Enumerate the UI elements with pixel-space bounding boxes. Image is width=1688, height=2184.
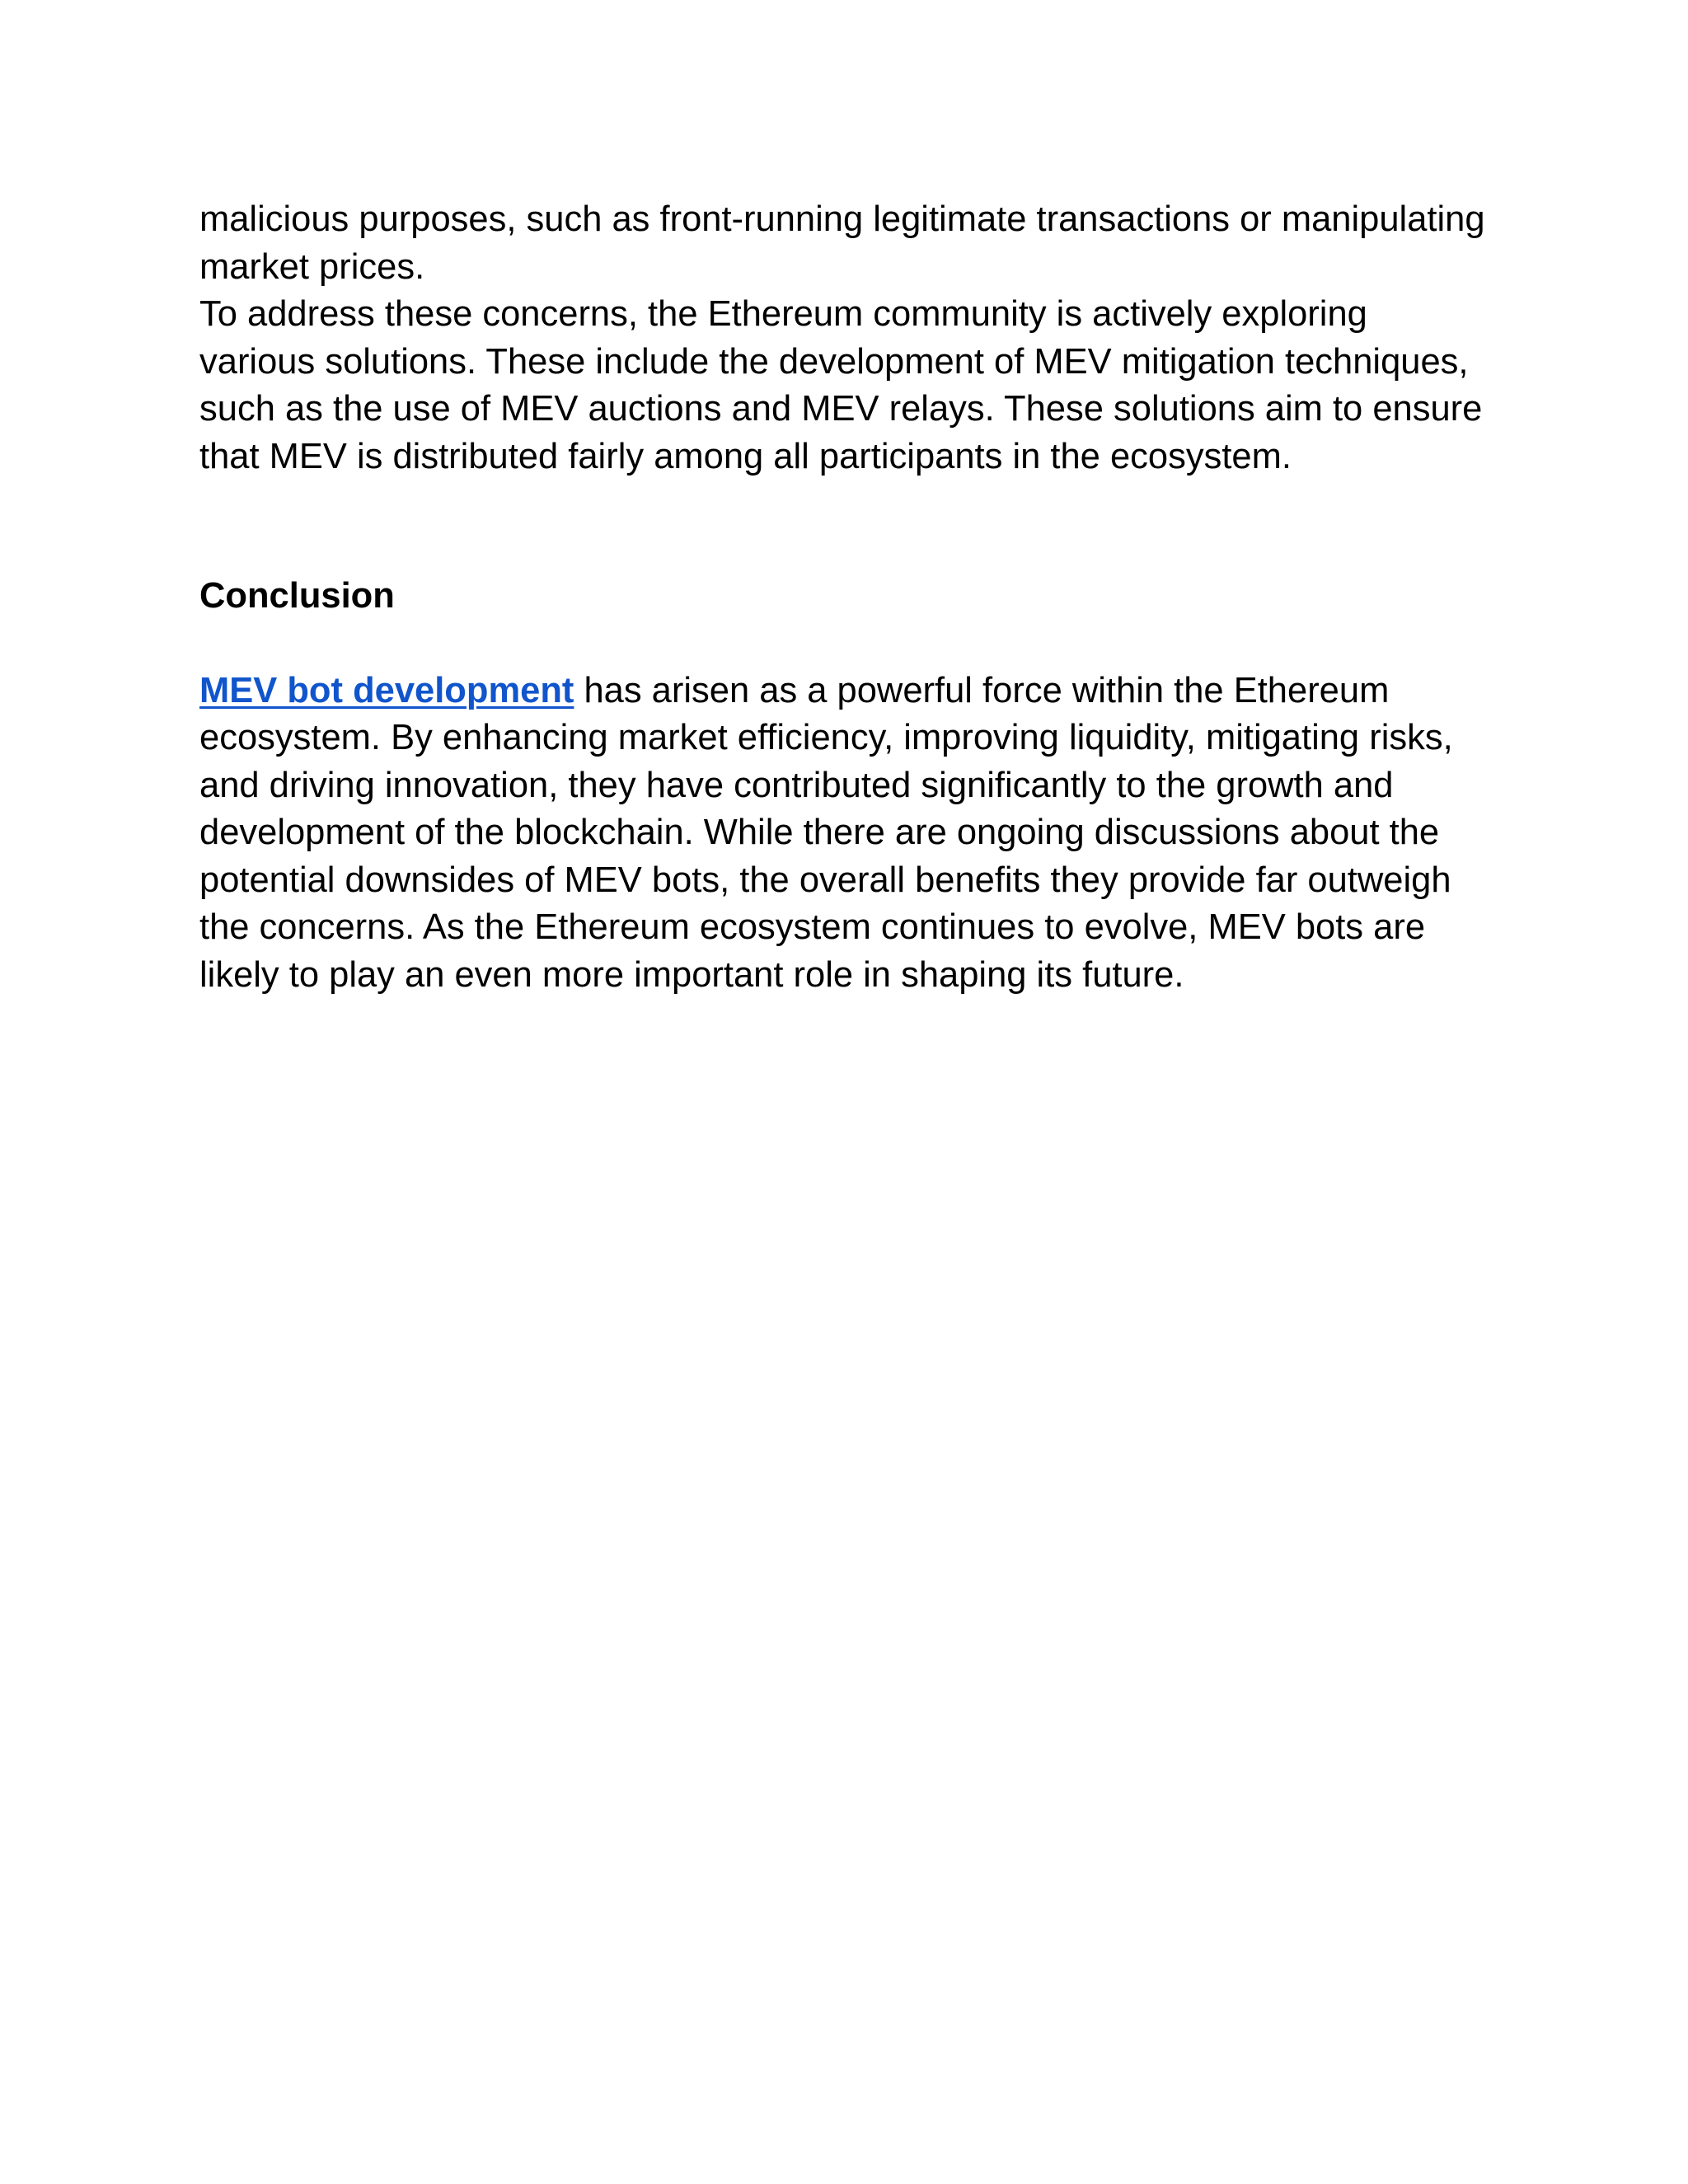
paragraph-line: various solutions. These include the development of MEV mitigation techniques, bbox=[199, 341, 1469, 382]
paragraph-line: and driving innovation, they have contributed significantly to the growth and bbox=[199, 765, 1394, 805]
paragraph-line: that MEV is distributed fairly among all participants in the ecosystem. bbox=[199, 436, 1292, 476]
paragraph-conclusion bbox=[199, 668, 1518, 1000]
paragraph-line: such as the use of MEV auctions and MEV relays. These solutions aim to ensure bbox=[199, 389, 1483, 429]
document-body bbox=[199, 196, 1518, 999]
paragraph-line: malicious purposes, such as front-running legitimate transactions or manipulating bbox=[199, 199, 1485, 239]
paragraph-line: ecosystem. By enhancing market efficiency, improving liquidity, mitigating risks, bbox=[199, 718, 1453, 757]
blank-space bbox=[199, 621, 1518, 668]
paragraph-malicious-purposes bbox=[199, 196, 1518, 291]
mev-bot-development-link[interactable]: MEV bot development bbox=[199, 670, 574, 710]
conclusion-heading: Conclusion bbox=[199, 576, 395, 616]
paragraph-address-concerns bbox=[199, 291, 1518, 480]
paragraph-line: potential downsides of MEV bots, the overall benefits they provide far outweigh bbox=[199, 860, 1451, 900]
blank-space bbox=[199, 480, 1518, 573]
paragraph-line: likely to play an even more important role in shaping its future. bbox=[199, 954, 1184, 995]
paragraph-line-with-link bbox=[199, 668, 1518, 715]
paragraph-line: To address these concerns, the Ethereum community is actively exploring bbox=[199, 294, 1367, 334]
paragraph-line: market prices. bbox=[199, 246, 425, 287]
paragraph-line: development of the blockchain. While there are ongoing discussions about the bbox=[199, 813, 1440, 852]
paragraph-line-rest: has arisen as a powerful force within the Ethereum bbox=[574, 670, 1390, 710]
paragraph-line: the concerns. As the Ethereum ecosystem continues to evolve, MEV bots are bbox=[199, 907, 1426, 947]
